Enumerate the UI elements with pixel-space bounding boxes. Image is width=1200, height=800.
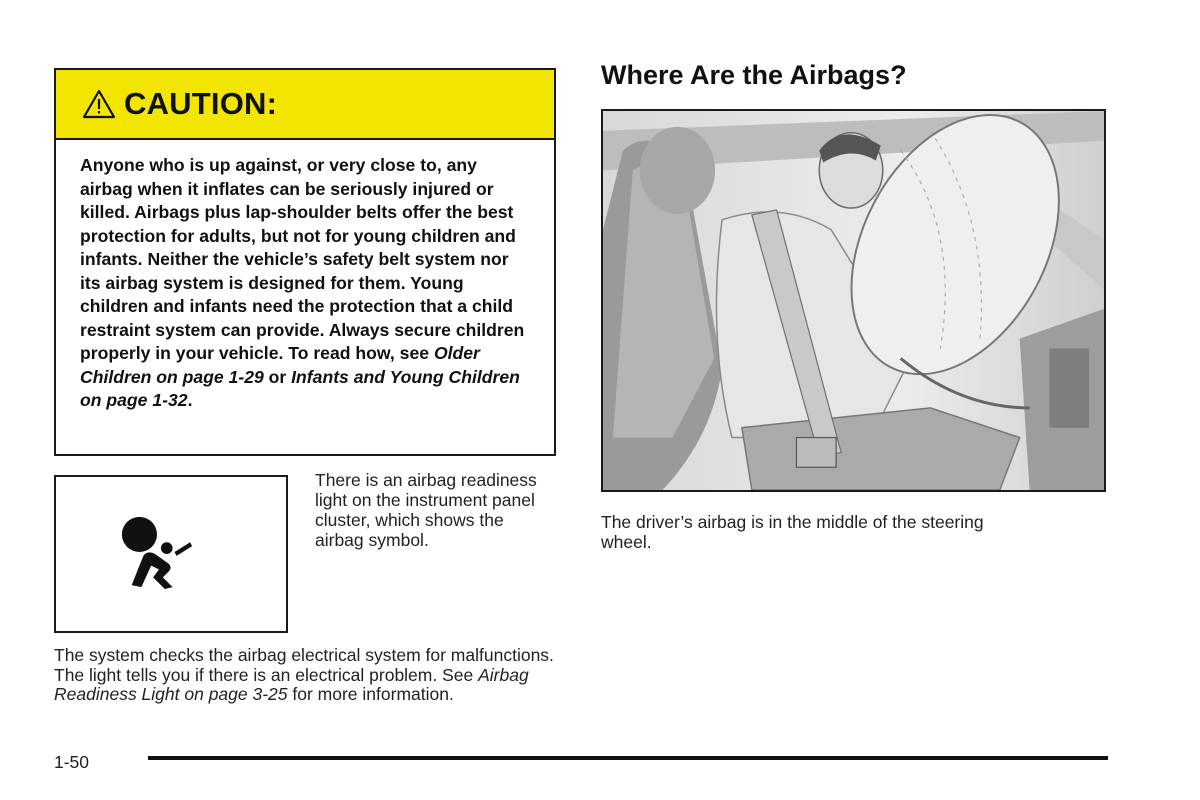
section-heading: Where Are the Airbags? bbox=[601, 60, 907, 90]
page-number: 1-50 bbox=[54, 752, 90, 772]
system-end: for more information. bbox=[287, 684, 454, 704]
caution-connector: or bbox=[263, 366, 292, 387]
readiness-paragraph: There is an airbag readiness light on the instrument panel cluster, which shows the airbag symbol. bbox=[315, 470, 537, 550]
caution-title: CAUTION: bbox=[124, 86, 278, 121]
warning-triangle-icon bbox=[82, 88, 116, 120]
caution-body bbox=[56, 140, 554, 413]
caution-body-text: Anyone who is up against, or very close to, any airbag when it inflates can be seriously injured or killed. Airbags plus lap-shoulder belts offer the best protection for adults, but not for young children and infants. Neither the vehicle’s safety belt system nor its airbag system is designed for them. Young children and infants need the protection that a child restraint system can provide. Always secure children properly in your vehicle. To read how, see bbox=[80, 155, 525, 363]
system-paragraph bbox=[54, 646, 554, 705]
driver-airbag-illustration bbox=[601, 109, 1106, 492]
older-children-reference: Older Children on page 1-29 bbox=[80, 343, 480, 387]
caution-header bbox=[56, 70, 554, 140]
system-text: The system checks the airbag electrical system for malfunctions. The light tells you if there is an electrical problem. See bbox=[54, 645, 554, 685]
airbag-symbol-box bbox=[54, 475, 288, 633]
readiness-light-reference: Airbag Readiness Light on page 3-25 bbox=[54, 664, 529, 704]
caution-box bbox=[54, 68, 556, 456]
illustration-caption: The driver’s airbag is in the middle of the steering wheel. bbox=[601, 512, 984, 552]
caution-end: . bbox=[187, 390, 193, 410]
airbag-readiness-symbol-icon bbox=[118, 513, 196, 591]
footer-rule bbox=[148, 756, 1108, 760]
infants-reference: Infants and Young Children on page 1-32 bbox=[80, 366, 520, 410]
